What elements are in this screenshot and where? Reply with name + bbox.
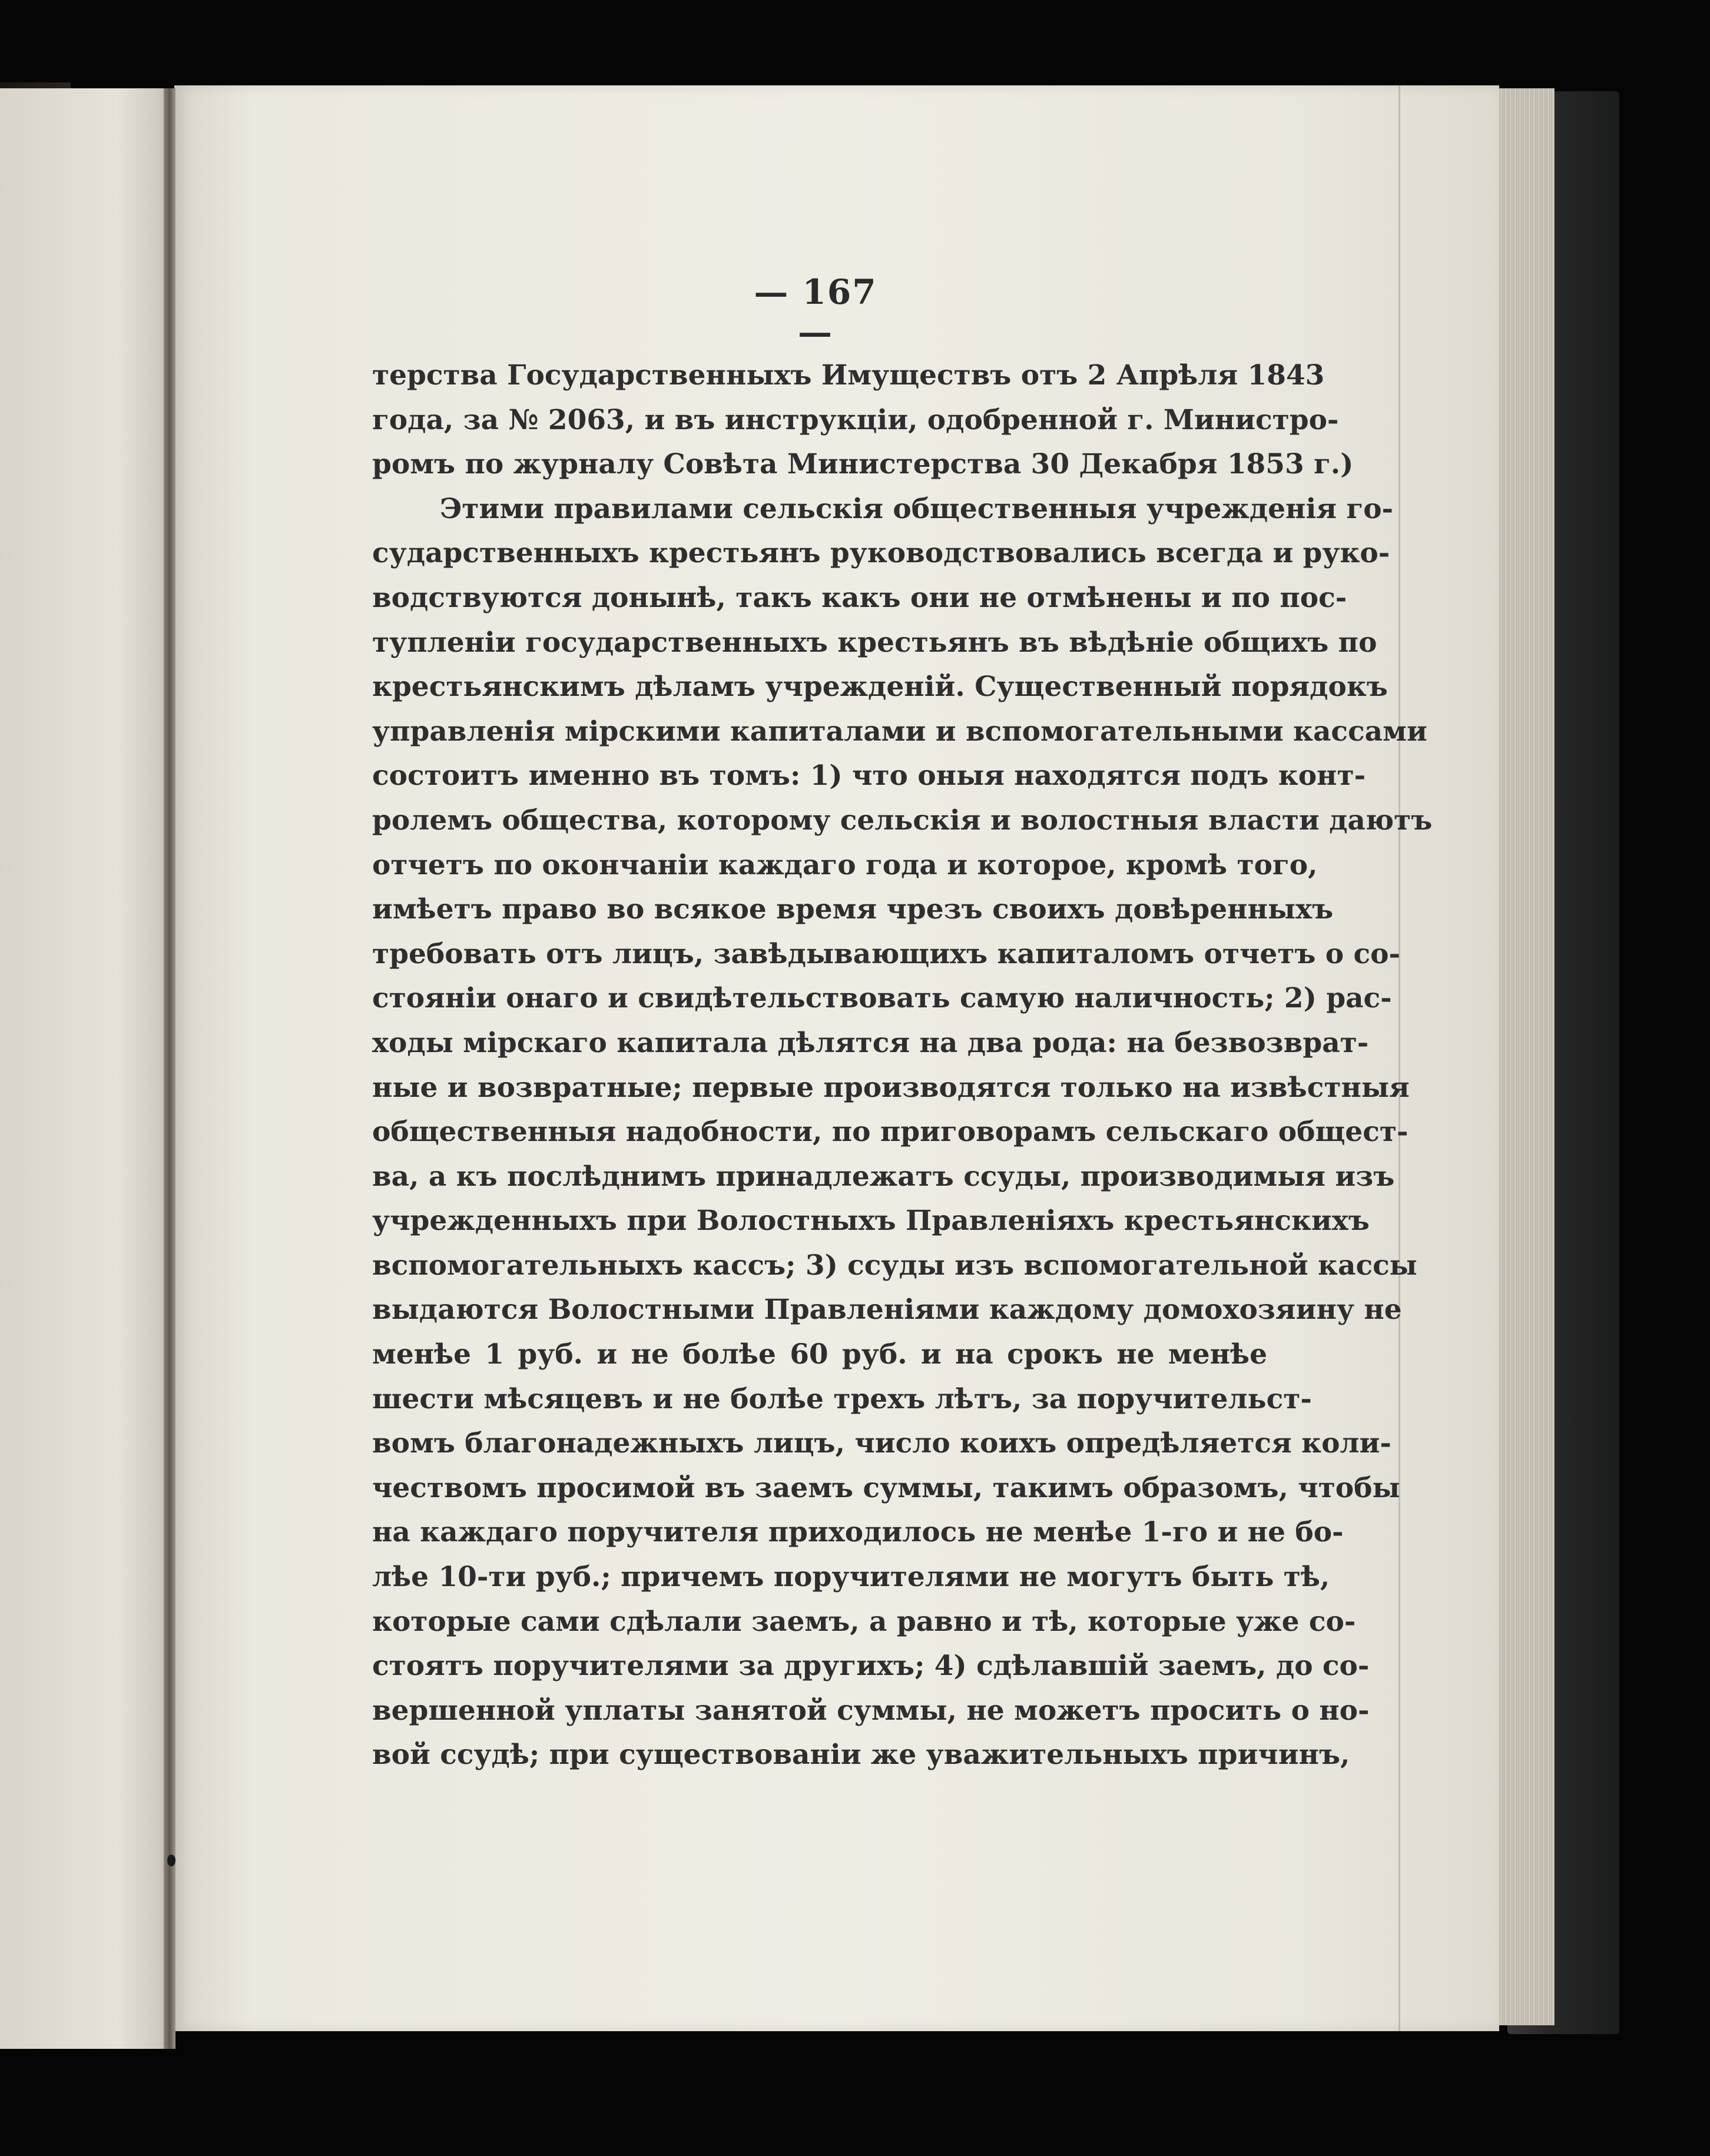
- text-line: отчетъ по окончаніи каждаго года и которое, кромѣ того,: [372, 848, 1318, 881]
- binding-hole: [167, 1855, 175, 1866]
- text-line: терства Государственныхъ Имуществъ отъ 2 Апрѣля 1843: [372, 359, 1325, 392]
- text-line: учрежденныхъ при Волостныхъ Правленіяхъ крестьянскихъ: [372, 1205, 1370, 1238]
- text-line: управленія мірскими капиталами и вспомогательными кассами: [372, 715, 1427, 748]
- text-line: стояніи онаго и свидѣтельствовать самую наличность; 2) рас-: [372, 982, 1392, 1015]
- text-line: требовать отъ лицъ, завѣдывающихъ капиталомъ отчетъ о со-: [372, 937, 1400, 970]
- text-line: сударственныхъ крестьянъ руководствовались всегда и руко-: [372, 537, 1390, 570]
- text-line: ромъ по журналу Совѣта Министерства 30 Декабря 1853 г.): [372, 448, 1354, 481]
- text-line: менѣе 1 руб. и не болѣе 60 руб. и на срокъ не менѣе: [372, 1338, 1267, 1371]
- text-line: Этими правилами сельскія общественныя учрежденія го-: [440, 492, 1394, 525]
- text-line: шести мѣсяцевъ и не болѣе трехъ лѣтъ, за поручительст-: [372, 1382, 1312, 1415]
- text-line: тупленіи государственныхъ крестьянъ въ вѣдѣніе общихъ по: [372, 626, 1377, 659]
- text-line: имѣетъ право во всякое время чрезъ своихъ довѣренныхъ: [372, 893, 1334, 926]
- text-line: которые сами сдѣлали заемъ, а равно и тѣ, которые уже со-: [372, 1605, 1356, 1638]
- text-line: ролемъ общества, которому сельскія и волостныя власти даютъ: [372, 804, 1433, 837]
- text-line: вспомогательныхъ кассъ; 3) ссуды изъ вспомогательной кассы: [372, 1249, 1417, 1282]
- text-line: ные и возвратные; первые производятся только на извѣстныя: [372, 1071, 1410, 1104]
- body-text: [372, 353, 1433, 1777]
- text-line: водствуются донынѣ, такъ какъ они не отмѣнены и по пос-: [372, 581, 1347, 614]
- text-line: крестьянскимъ дѣламъ учрежденій. Существенный порядокъ: [372, 671, 1388, 704]
- text-line: чествомъ просимой въ заемъ суммы, такимъ образомъ, чтобы: [372, 1471, 1400, 1504]
- text-line: вершенной уплаты занятой суммы, не можетъ просить о но-: [372, 1694, 1370, 1727]
- text-line: общественныя надобности, по приговорамъ сельскаго общест-: [372, 1116, 1409, 1149]
- text-line: года, за № 2063, и въ инструкціи, одобренной г. Министро-: [372, 403, 1339, 436]
- text-line: состоитъ именно въ томъ: 1) что оныя находятся подъ конт-: [372, 759, 1366, 792]
- book-gutter: [164, 88, 175, 2049]
- left-page: [0, 88, 168, 2049]
- text-line: ходы мірскаго капитала дѣлятся на два рода: на безвозврат-: [372, 1026, 1369, 1059]
- page-number: — 167 —: [754, 272, 877, 352]
- text-line: ва, а къ послѣднимъ принадлежатъ ссуды, производимыя изъ: [372, 1160, 1395, 1193]
- text-line: выдаются Волостными Правленіями каждому домохозяину не: [372, 1293, 1402, 1326]
- text-line: стоятъ поручителями за другихъ; 4) сдѣлавшій заемъ, до со-: [372, 1650, 1370, 1683]
- text-line: лѣе 10-ти руб.; причемъ поручителями не могутъ быть тѣ,: [372, 1561, 1330, 1594]
- page-fold-line: [1399, 85, 1400, 2031]
- text-line: вомъ благонадежныхъ лицъ, число коихъ опредѣляется коли-: [372, 1427, 1391, 1460]
- text-line: на каждаго поручителя приходилось не менѣе 1-го и не бо-: [372, 1516, 1344, 1549]
- text-line: вой ссудѣ; при существованіи же уважительныхъ причинъ,: [372, 1739, 1350, 1772]
